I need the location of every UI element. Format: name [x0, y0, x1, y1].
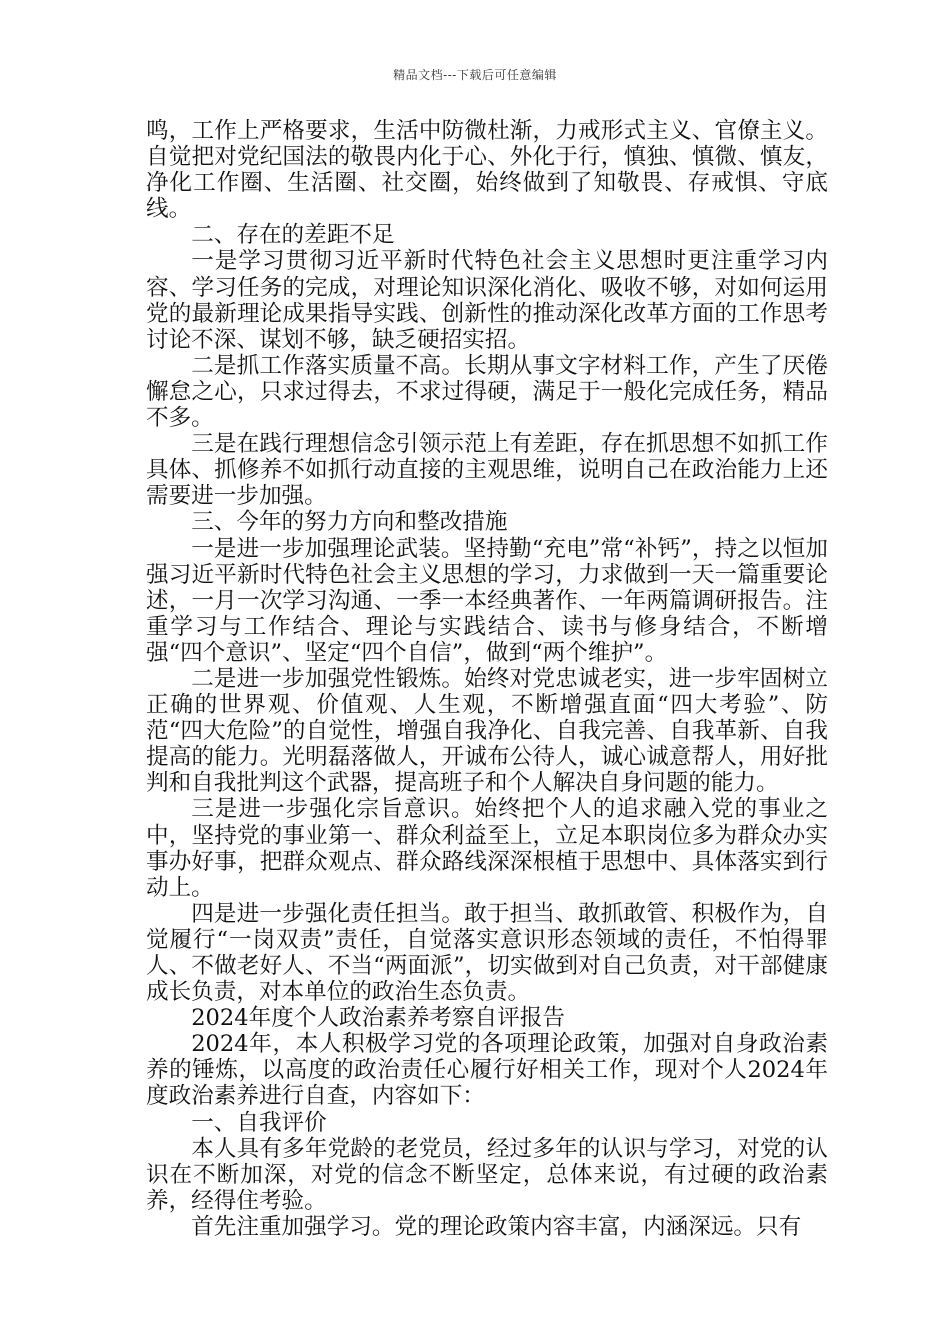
report-title: 2024年度个人政治素养考察自评报告: [191, 1005, 565, 1032]
paragraph-self-evaluation: 本人具有多年党龄的老党员，经过多年的认识与学习，对党的认识在不断加深，对党的信念不断坚定，总体来说，有过硬的政治素养，经得住考验。: [146, 1135, 828, 1214]
section-heading-gaps: 二、存在的差距不足: [191, 222, 395, 249]
paragraph-continuation: 鸣，工作上严格要求，生活中防微杜渐，力戒形式主义、官僚主义。自觉把对党纪国法的敬畏内化于心、外化于行，慎独、慎微、慎友，净化工作圈、生活圈、社交圈，始终做到了知敬畏、存戒惧、守底线。: [146, 118, 828, 223]
paragraph-measure-4: 四是进一步强化责任担当。敢于担当、敢抓敢管、积极作为，自觉履行“一岗双责”责任，自觉落实意识形态领域的责任，不怕得罪人、不做老好人、不当“两面派”，切实做到对自己负责，对干部健康成长负责，对本单位的政治生态负责。: [146, 900, 828, 1006]
paragraph-study: 首先注重加强学习。党的理论政策内容丰富，内涵深远。只有: [191, 1213, 802, 1240]
paragraph-measure-2: 二是进一步加强党性锻炼。始终对党忠诚老实，进一步牢固树立正确的世界观、价值观、人生观，不断增强直面“四大考验”、防范“四大危险”的自觉性，增强自我净化、自我完善、自我革新、自我提高的能力。光明磊落做人，开诚布公待人，诚心诚意帮人，用好批判和自我批判这个武器，提高班子和个人解决自身问题的能力。: [146, 665, 828, 797]
paragraph-gap-1: 一是学习贯彻习近平新时代特色社会主义思想时更注重学习内容、学习任务的完成，对理论知识深化消化、吸收不够，对如何运用党的最新理论成果指导实践、创新性的推动深化改革方面的工作思考讨论不深、谋划不够，缺乏硬招实招。: [146, 248, 828, 353]
paragraph-gap-2: 二是抓工作落实质量不高。长期从事文字材料工作，产生了厌倦懈怠之心，只求过得去，不求过得硬，满足于一般化完成任务，精品不多。: [146, 352, 828, 432]
paragraph-report-intro: 2024年，本人积极学习党的各项理论政策，加强对自身政治素养的锤炼，以高度的政治责任心履行好相关工作，现对个人2024年度政治素养进行自查，内容如下：: [146, 1031, 828, 1110]
document-body: [146, 118, 828, 1240]
section-heading-self-evaluation: 一、自我评价: [191, 1109, 327, 1136]
paragraph-measure-1: 一是进一步加强理论武装。坚持勤“充电”常“补钙”，持之以恒加强习近平新时代特色社会主义思想的学习，力求做到一天一篇重要论述，一月一次学习沟通、一季一本经典著作、一年两篇调研报告。注重学习与工作结合、理论与实践结合、读书与修身结合，不断增强“四个意识”、坚定“四个自信”，做到“两个维护”。: [146, 535, 828, 666]
paragraph-measure-3: 三是进一步强化宗旨意识。始终把个人的追求融入党的事业之中，坚持党的事业第一、群众利益至上，立足本职岗位多为群众办实事办好事，把群众观点、群众路线深深根植于思想中、具体落实到行动上。: [146, 796, 828, 901]
section-heading-direction: 三、今年的努力方向和整改措施: [191, 509, 508, 536]
paragraph-gap-3: 三是在践行理想信念引领示范上有差距，存在抓思想不如抓工作具体、抓修养不如抓行动直接的主观思维，说明自己在政治能力上还需要进一步加强。: [146, 431, 828, 510]
page-header: 精品文档---下载后可任意编辑: [393, 68, 557, 82]
